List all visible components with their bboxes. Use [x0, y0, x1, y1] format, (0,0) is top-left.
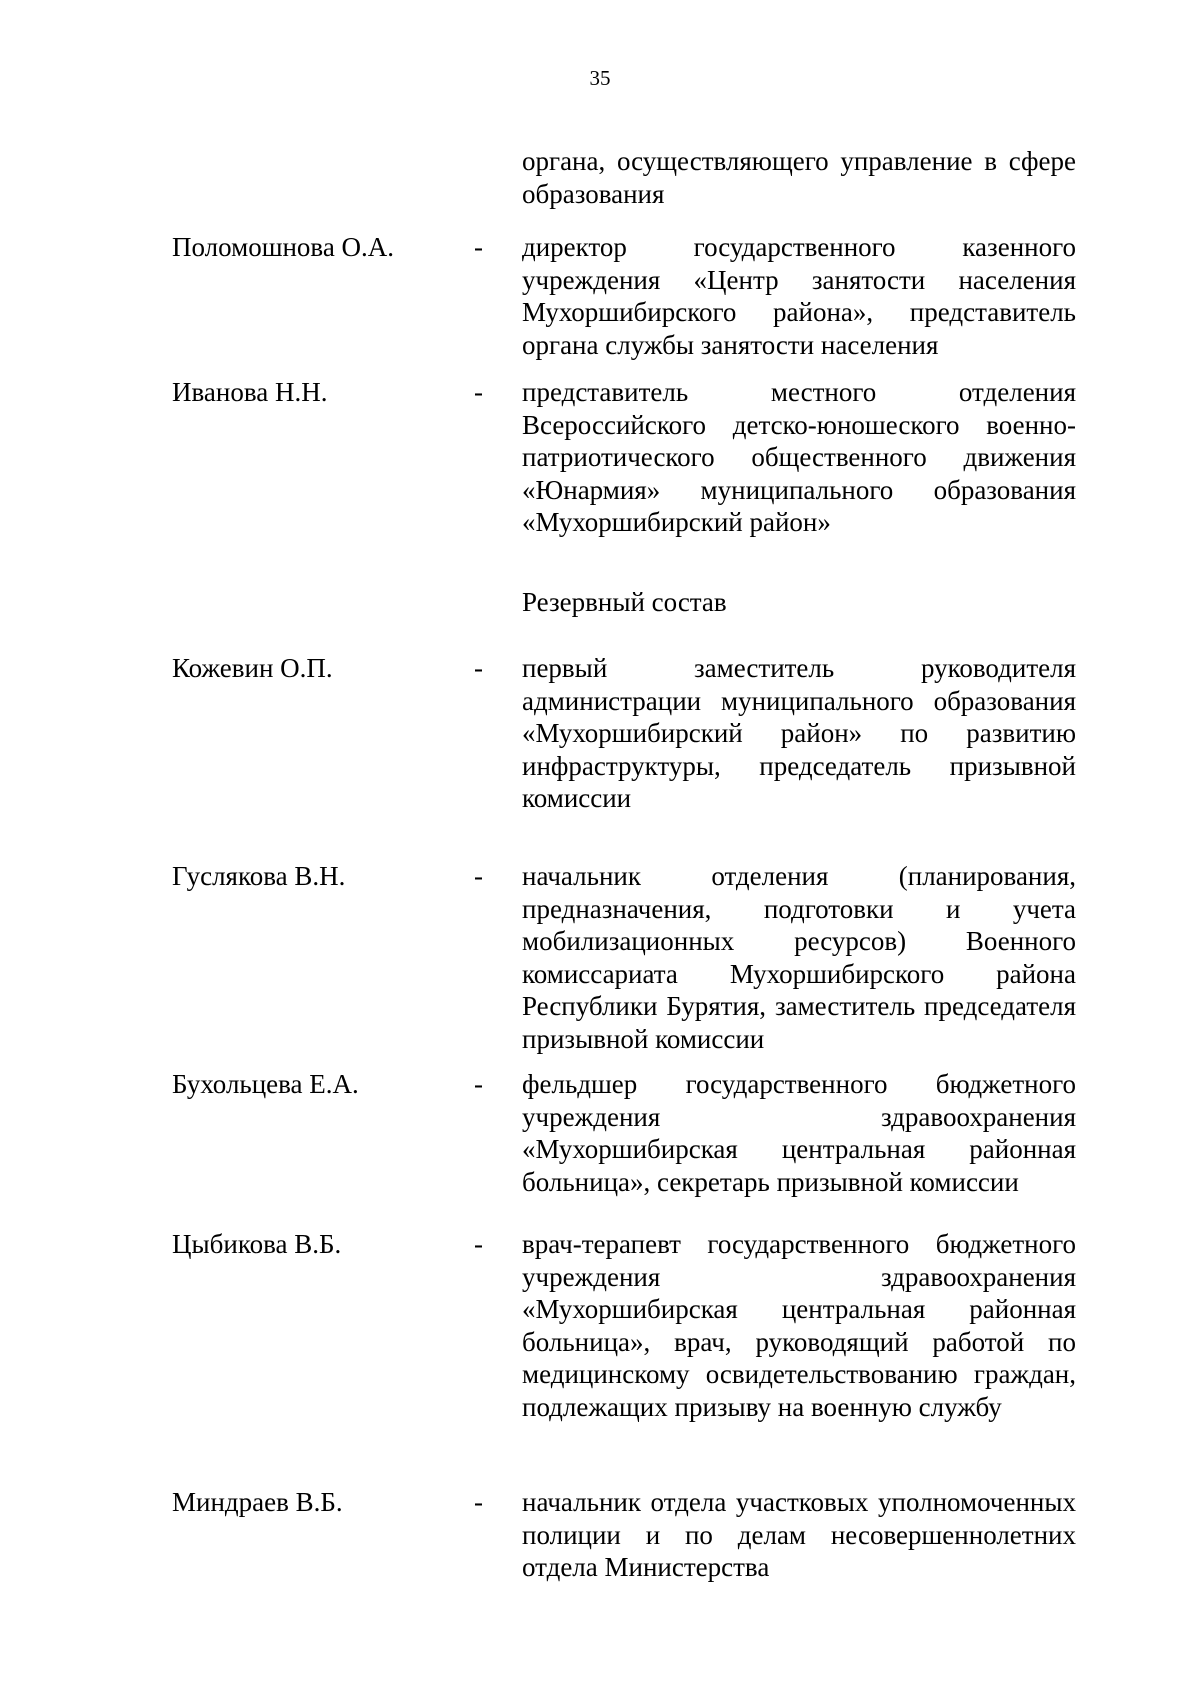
member-description: начальник отделения (планирования, предназначения, подготовки и учета мобилизационных ресурсов) Военного комиссариата Мухоршибирского района Республики Бурятия, заместитель председателя призывной комиссии: [522, 861, 1076, 1054]
member-dash: -: [474, 1229, 483, 1259]
reserve-heading: Резервный состав: [522, 587, 727, 617]
continuation-text: органа, осуществляющего управление в сфере образования: [522, 146, 1076, 209]
member-dash: -: [474, 377, 483, 407]
member-description: начальник отдела участковых уполномоченных полиции и по делам несовершеннолетних отдела Министерства: [522, 1487, 1076, 1582]
member-dash: -: [474, 653, 483, 683]
member-dash: -: [474, 861, 483, 891]
member-name: Иванова Н.Н.: [172, 377, 328, 407]
member-name: Цыбикова В.Б.: [172, 1229, 342, 1259]
member-name: Бухольцева Е.А.: [172, 1069, 359, 1099]
member-name: Поломошнова О.А.: [172, 232, 395, 262]
member-dash: -: [474, 232, 483, 262]
member-name: Гуслякова В.Н.: [172, 861, 346, 891]
member-description: первый заместитель руководителя администрации муниципального образования «Мухоршибирский район» по развитию инфраструктуры, председатель призывной комиссии: [522, 653, 1076, 813]
member-name: Кожевин О.П.: [172, 653, 333, 683]
member-description: фельдшер государственного бюджетного учреждения здравоохранения «Мухоршибирская центральная районная больница», секретарь призывной комиссии: [522, 1069, 1076, 1197]
member-description: врач-терапевт государственного бюджетного учреждения здравоохранения «Мухоршибирская центральная районная больница», врач, руководящий работой по медицинскому освидетельствованию граждан, подлежащих призыву на военную службу: [522, 1229, 1076, 1422]
member-description: директор государственного казенного учреждения «Центр занятости населения Мухоршибирского района», представитель органа службы занятости населения: [522, 232, 1076, 360]
member-dash: -: [474, 1069, 483, 1099]
member-name: Миндраев В.Б.: [172, 1487, 343, 1517]
member-dash: -: [474, 1487, 483, 1517]
member-description: представитель местного отделения Всероссийского детско-юношеского военно-патриотического общественного движения «Юнармия» муниципального образования «Мухоршибирский район»: [522, 377, 1076, 537]
page-number: 35: [589, 66, 611, 90]
